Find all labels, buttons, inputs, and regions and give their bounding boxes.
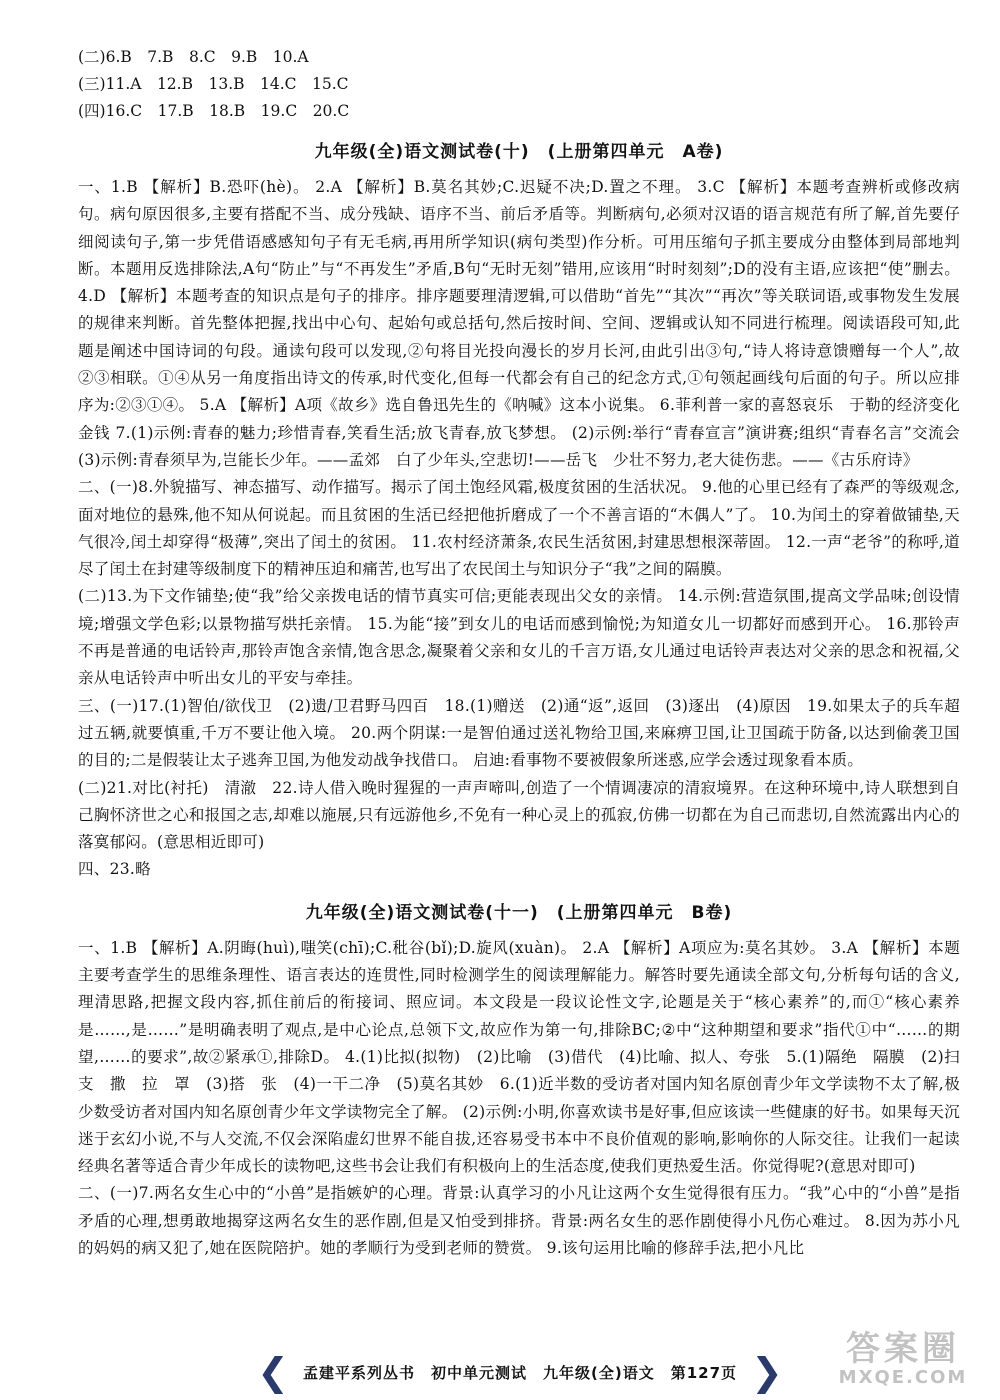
test-11-section [78, 898, 976, 1263]
page-footer [240, 1350, 800, 1394]
answer-line: (四)16.C 17.B 18.B 19.C 20.C [78, 102, 350, 120]
answer-paragraph: (二)21.对比(衬托) 清澈 22.诗人借入晚时猩猩的一声声啼叫,创造了一个情调凄凉的清寂境界。在这种环境中,诗人联想到自己胸怀济世之心和报国之志,却难以施展,只有远游他乡,不免有一种心灵上的孤寂,仿佛一切都在为自己而悲切,自然流露出内心的落寞郁闷。(意思相近即可) [78, 778, 960, 852]
answer-paragraph: 三、(一)17.(1)智伯/欲伐卫 (2)遗/卫君野马四百 18.(1)赠送 (2)通“返”,返回 (3)逐出 (4)原因 19.如果太子的兵车超过五辆,就要慎重,千万不要让他入境。 20.两个阴谋:一是智伯通过送礼物给卫国,来麻痹卫国,让卫国疏于防备,以达到偷袭卫国的目的;二是假装让太子逃奔卫国,为他发动战争找借口。 启迪:看事物不要被假象所迷惑,应学会透过现象看本质。 [78, 696, 960, 770]
right-arrow-icon: ❯ [751, 1350, 783, 1394]
answer-paragraph: 一、1.B 【解析】A.阴晦(huì),嗤笑(chī);C.秕谷(bǐ);D.旋风(xuàn)。 2.A 【解析】A项应为:莫名其妙。 3.A 【解析】本题主要考查学生的思维条理性、语言表达的连贯性,同时检测学生的阅读理解能力。解答时要先通读全部文句,分析每句话的含义,理清思路,把握文段内容,抓住前后的衔接词、照应词。本文段是一段议论性文字,论题是关于“核心素养”的,而①“核心素养是……,是……”是明确表明了观点,是中心论点,总领下文,故应作为第一句,排除BC;②中“这种期望和要求”指代①中“……的期望,……的要求”,故②紧承①,排除D。 4.(1)比拟(拟物) (2)比喻 (3)借代 (4)比喻、拟人、夸张 5.(1)隔绝 隔膜 (2)扫 支 撒 拉 罩 (3)搭 张 (4)一干二净 (5)莫名其妙 6.(1)近半数的受访者对国内知名原创青少年文学读物不太了解,极少数受访者对国内知名原创青少年文学读物完全了解。 (2)示例:小明,你喜欢读书是好事,但应该读一些健康的好书。如果每天沉迷于玄幻小说,不与人交流,不仅会深陷虚幻世界不能自拔,还容易受书本中不良价值观的影响,影响你的人际交往。让我们一起读经典名著等适合青少年成长的读物吧,这些书会让我们有积极向上的生活态度,使我们更热爱生活。你觉得呢?(意思对即可) [78, 938, 976, 1176]
answer-paragraph: (二)13.为下文作铺垫;使“我”给父亲拨电话的情节真实可信;更能表现出父女的亲情。 14.示例:营造氛围,提高文学品味;创设情境;增强文学色彩;以景物描写烘托亲情。 15.为能“接”到女儿的电话而感到愉悦;为知道女儿一切都好而感到开心。 16.那铃声不再是普通的电话铃声,那铃声饱含亲情,饱含思念,凝聚着父亲和女儿的千言万语,女儿通过电话铃声表达对父亲的思念和祝福,父亲从电话铃声中听出女儿的平安与牵挂。 [78, 587, 960, 688]
section-title: 九年级(全)语文测试卷(十) (上册第四单元 A卷) [314, 142, 724, 162]
watermark-text: 答案圈 [846, 1329, 960, 1369]
watermark-logo [828, 1330, 978, 1392]
answer-paragraph: 二、(一)7.两名女生心中的“小兽”是指嫉妒的心理。背景:认真学习的小凡让这两个女生觉得很有压力。“我”心中的“小兽”是指矛盾的心理,想勇敢地揭穿这两名女生的恶作剧,但是又怕受到排挤。背景:两名女生的恶作剧使得小凡伤心难过。 8.因为苏小凡的妈妈的病又犯了,她在医院陪护。她的孝顺行为受到老师的赞赏。 9.该句运用比喻的修辞手法,把小凡比 [78, 1184, 960, 1257]
answer-line: (三)11.A 12.B 13.B 14.C 15.C [78, 75, 349, 93]
answer-paragraph: 四、23.略 [78, 860, 151, 879]
section-title: 九年级(全)语文测试卷(十一) (上册第四单元 B卷) [305, 902, 733, 923]
answer-page [78, 44, 976, 1262]
answer-paragraph: 一、1.B 【解析】B.恐吓(hè)。 2.A 【解析】B.莫名其妙;C.迟疑不决;D.置之不理。 3.C 【解析】本题考查辨析或修改病句。病句原因很多,主要有搭配不当、成分残缺、语序不当、前后矛盾等。判断病句,必须对汉语的语言规范有所了解,首先要仔细阅读句子,第一步凭借语感感知句子有无毛病,再用所学知识(病句类型)作分析。可用压缩句子抓主要成分由整体到局部地判断。本题用反选排除法,A句“防止”与“不再发生”矛盾,B句“无时无刻”错用,应该用“时时刻刻”;D的没有主语,应该把“使”删去。 4.D 【解析】本题考查的知识点是句子的排序。排序题要理清逻辑,可以借助“首先”“其次”“再次”等关联词语,或事物发生发展的规律来判断。首先整体把握,找出中心句、起始句或总括句,然后按时间、空间、逻辑或认知不同进行梳理。阅读语段可知,此题是阐述中国诗词的句段。通读句段可以发现,②句将目光投向漫长的岁月长河,由此引出③句,“诗人将诗意馈赠每一个人”,故②③相联。①④从另一角度指出诗文的传承,时代变化,但每一代都会有自己的纪念方式,①句领起画线句后面的句子。所以应排序为:②③①④。 5.A 【解析】A项《故乡》选自鲁迅先生的《呐喊》这本小说集。 6.菲利普一家的喜怒哀乐 于勒的经济变化 金钱 7.(1)示例:青春的魅力;珍惜青春,笑看生活;放飞青春,放飞梦想。 (2)示例:举行“青春宣言”演讲赛;组织“青春名言”交流会 (3)示例:青春须早为,岂能长少年。——孟郊 白了少年头,空悲切!——岳飞 少壮不努力,老大徒伤悲。——《古乐府诗》 [78, 178, 976, 469]
left-arrow-icon: ❮ [257, 1350, 289, 1394]
test-10-section [78, 137, 976, 884]
answer-paragraph: 二、(一)8.外貌描写、神态描写、动作描写。揭示了闰土饱经风霜,极度贫困的生活状况。 9.他的心里已经有了森严的等级观念,面对地位的悬殊,他不知从何说起。而且贫困的生活已经把他折磨成了一个不善言语的“木偶人”了。 10.为闰土的穿着做铺垫,天气很冷,闰土却穿得“极薄”,突出了闰土的贫困。 11.农村经济萧条,农民生活贫困,封建思想根深蒂固。 12.一声“老爷”的称呼,道尽了闰土在封建等级制度下的精神压迫和痛苦,也写出了农民闰土与知识分子“我”之间的隔膜。 [78, 478, 960, 579]
answers-top [78, 44, 960, 125]
watermark-url: MXQE.COM [838, 1367, 968, 1388]
answer-line: (二)6.B 7.B 8.C 9.B 10.A [78, 48, 309, 66]
footer-text: 孟建平系列丛书 初中单元测试 九年级(全)语文 第127页 [302, 1363, 738, 1382]
